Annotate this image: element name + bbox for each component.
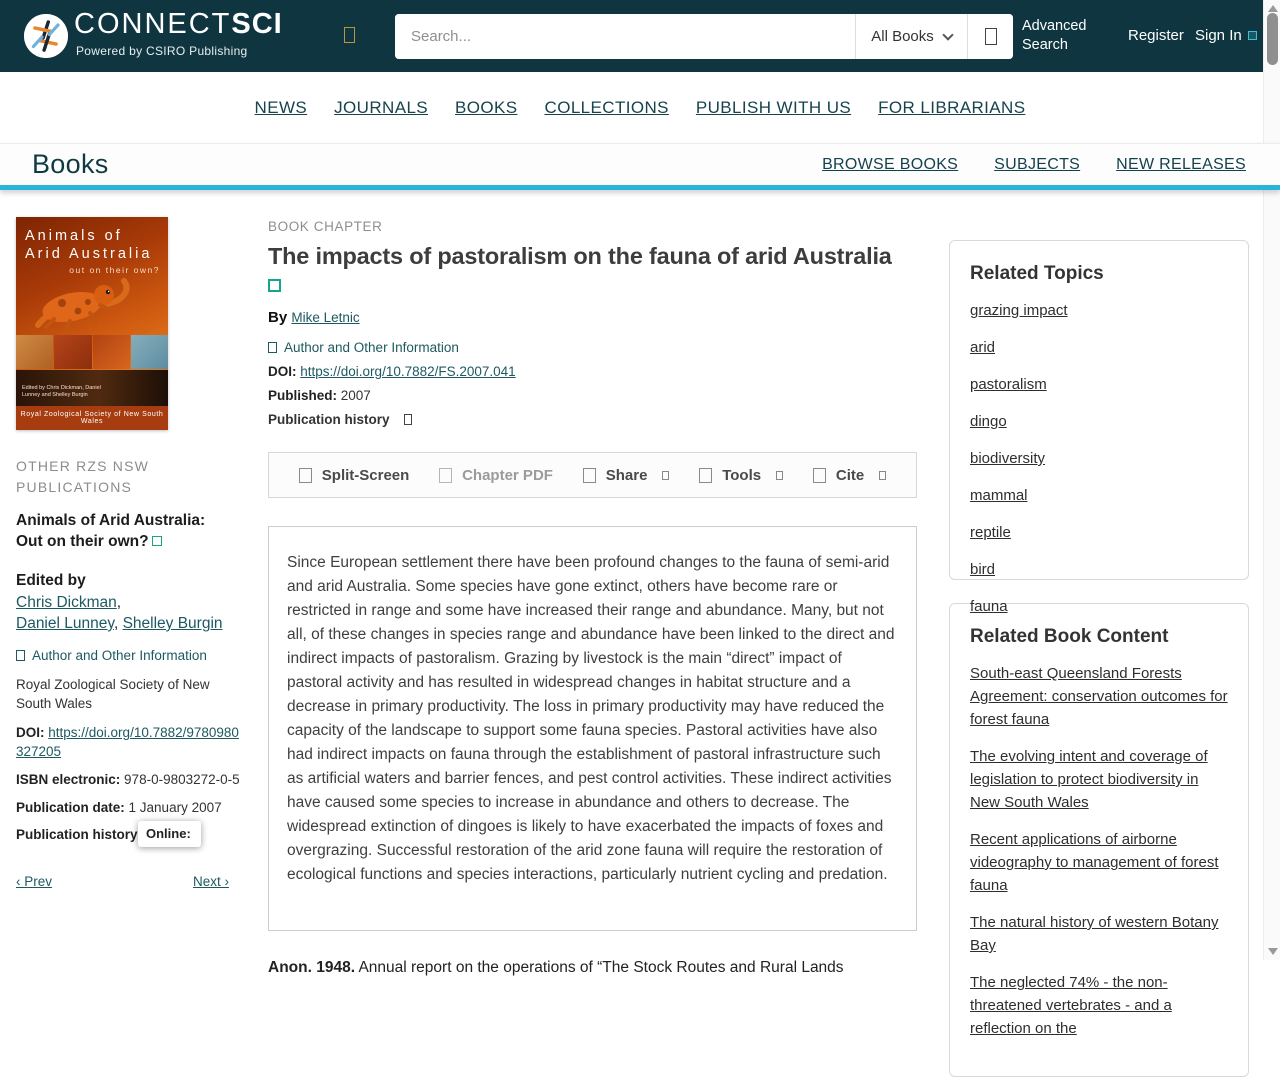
search-input[interactable] [395,14,855,59]
menu-icon[interactable] [344,27,355,43]
cover-title-line1: Animals of [25,228,123,244]
nav-item-for-librarians[interactable]: FOR LIBRARIANS [878,97,1026,117]
topic-link-reptile[interactable]: reptile [970,524,1011,541]
cite-icon [813,468,826,483]
search-bar [395,14,1013,59]
reference-entry: Anon. 1948. Annual report on the operations of “The Stock Routes and Rural Lands [268,959,844,976]
related-topics-card [949,240,1249,615]
cover-title-line2: Arid Australia [25,246,153,262]
editor-link-burgin[interactable]: Shelley Burgin [122,615,223,632]
scrollbar-thumb[interactable] [1267,13,1278,65]
related-topics-title: Related Topics [970,263,1104,284]
pdf-icon [439,468,452,483]
byline: By Mike Letnic [268,309,360,326]
advanced-search-link[interactable]: Advanced Search [1022,18,1087,53]
site-header [0,0,1280,72]
cover-publisher: Royal Zoological Society of New South Wales [16,406,168,430]
topic-link-grazing-impact[interactable]: grazing impact [970,302,1068,319]
published-row: Published: 2007 [268,388,371,403]
other-publications-label: OTHER RZS NSW PUBLICATIONS [16,458,150,495]
prev-chapter-link[interactable]: ‹ Prev [16,874,53,889]
split-screen-button[interactable]: Split-Screen [299,467,410,484]
user-icon [1248,31,1257,40]
info-icon [16,650,25,661]
author-link[interactable]: Mike Letnic [291,310,360,325]
scroll-up-button[interactable] [1268,5,1278,12]
nav-item-collections[interactable]: COLLECTIONS [544,97,669,117]
nav-item-news[interactable]: NEWS [254,97,308,117]
book-doi-link[interactable]: https://doi.org/10.7882/9780980327205 [16,725,239,759]
chapter-main [268,217,917,978]
scroll-down-button[interactable] [1268,948,1278,955]
cover-subtitle: out on their own? [69,265,160,275]
tools-icon [699,468,712,483]
external-link-icon [152,536,162,546]
topic-link-arid[interactable]: arid [970,339,996,356]
connectsci-logo[interactable] [24,14,68,58]
share-button[interactable]: Share [583,467,670,484]
topic-link-pastoralism[interactable]: pastoralism [970,376,1047,393]
chapter-doi-row: DOI: https://doi.org/10.7882/FS.2007.041 [268,364,516,379]
topic-link-biodiversity[interactable]: biodiversity [970,450,1046,467]
cite-button[interactable]: Cite [813,467,886,484]
chapter-doi-link[interactable]: https://doi.org/10.7882/FS.2007.041 [300,364,516,379]
split-screen-icon [299,468,312,483]
nav-item-journals[interactable]: JOURNALS [334,97,429,117]
section-title: Books [32,149,109,179]
chapter-pdf-button[interactable]: Chapter PDF [439,467,553,484]
abstract-box [268,526,917,931]
search-icon [985,28,997,45]
books-section-bar [0,143,1280,190]
tools-button[interactable]: Tools [699,467,783,484]
abstract-text: Since European settlement there have been profound changes to the fauna of semi-arid and arid Australia. Some species have gone extinct, others have become rare or restricted in range and some have increased their range and abundance. Many, but not all, of these changes in species range and abundance have been linked to the direct and indirect impacts of pastoralism. Grazing by livestock is the main “direct” impact of pastoral activity and has resulted in widespread changes in habitat structure and a decrease in primary productivity. The loss in primary productivity may have reduced the capacity of the landscape to support some fauna species. Pastoral activities have also had indirect impacts on fauna through the establishment of pastoral infrastructure such as artificial waters and barrier fences, and pest control activities. These indirect activities have caused some species to increase in abundance and others to decrease. The widespread extinction of dingoes is likely to have exacerbated the impacts of foxes and overgrazing. Successful restoration of the arid zone fauna will require the restoration of ecological functions and species interactions, particularly nutrient cycling and predation. [287,554,895,883]
related-content-title: Related Book Content [970,626,1169,647]
related-content-link[interactable]: The natural history of western Botany Bay [970,914,1219,954]
editor-link-dickman[interactable]: Chris Dickman [16,594,117,611]
topic-link-dingo[interactable]: dingo [970,413,1007,430]
related-content-link[interactable]: The evolving intent and coverage of legislation to protect biodiversity in New South Wales [970,748,1208,811]
related-content-link[interactable]: Recent applications of airborne videography to management of forest fauna [970,831,1219,894]
chapter-title: The impacts of pastoralism on the fauna of arid Australia [268,243,892,269]
related-content-link[interactable]: South-east Queensland Forests Agreement: conservation outcomes for forest fauna [970,665,1228,728]
register-link[interactable]: Register [1128,27,1184,44]
author-info-toggle[interactable]: Author and Other Information [268,340,917,355]
topic-link-bird[interactable]: bird [970,561,996,578]
pub-date-row: Publication date: 1 January 2007 [16,800,222,815]
edited-by-label: Edited by [16,572,86,589]
brand-tagline: Powered by CSIRO Publishing [76,44,248,58]
online-tooltip: Online: [138,821,201,847]
editor-link-lunney[interactable]: Daniel Lunney [16,615,114,632]
book-doi-row: DOI: https://doi.org/10.7882/9780980327205 [16,725,239,759]
book-cover[interactable] [16,217,168,430]
brand-name[interactable]: CONNECTSCI [74,8,283,40]
page-content [0,190,1263,1037]
external-link-icon[interactable] [268,279,281,292]
related-content-card [949,603,1249,1077]
editor-links: Chris Dickman, Daniel Lunney, Shelley Burgin [16,594,223,632]
link-browse-books[interactable]: BROWSE BOOKS [822,155,959,173]
next-chapter-link[interactable]: Next › [192,874,229,889]
signin-link[interactable]: Sign In [1195,27,1257,44]
logo-pinwheel-icon [24,14,68,58]
related-content-link[interactable]: The neglected 74% - the non-threatened vertebrates - and a reflection on the [970,974,1172,1037]
book-info-sidebar [16,217,242,889]
dropdown-caret-icon [879,471,886,480]
chapter-toolbar [268,452,917,498]
share-icon [583,468,596,483]
cover-editors-note: Edited by Chris Dickman, Daniel Lunney and Shelley Burgin [22,385,101,398]
link-new-releases[interactable]: NEW RELEASES [1116,155,1246,173]
gecko-illustration [20,275,164,333]
history-icon [404,414,412,425]
book-author-info-toggle[interactable]: Author and Other Information [16,648,242,663]
topic-link-mammal[interactable]: mammal [970,487,1028,504]
book-title-link[interactable]: Animals of Arid Australia: Out on their own? [16,512,206,550]
nav-item-publish-with-us[interactable]: PUBLISH WITH US [695,97,852,117]
primary-nav [0,72,1280,143]
search-scope-select[interactable] [855,14,967,59]
book-publisher: Royal Zoological Society of New South Wales [16,677,210,711]
nav-item-books[interactable]: BOOKS [455,97,518,117]
dropdown-caret-icon [662,471,669,480]
book-publication-history[interactable]: Publication history Online: [16,827,242,842]
content-type-label: BOOK CHAPTER [268,219,383,234]
chevron-down-icon [942,29,953,40]
dropdown-caret-icon [776,471,783,480]
topic-link-fauna[interactable]: fauna [970,598,1008,615]
isbn-row: ISBN electronic: 978-0-9803272-0-5 [16,772,240,787]
chapter-publication-history[interactable]: Publication history [268,412,917,427]
info-icon [268,342,277,353]
search-button[interactable] [967,14,1013,59]
link-subjects[interactable]: SUBJECTS [994,155,1081,173]
search-scope-value: All Books [871,28,934,45]
related-sidebar [949,240,1249,1077]
